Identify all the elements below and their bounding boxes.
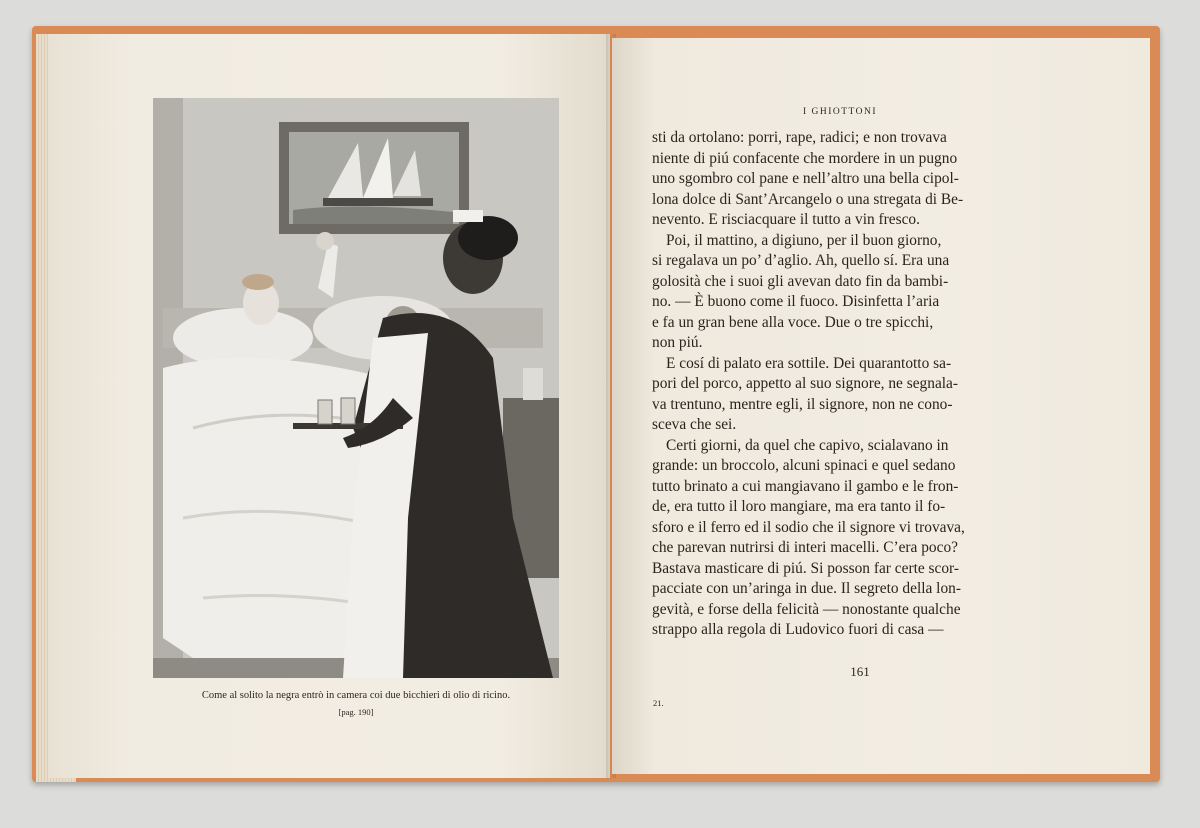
text-line: non piú. [652,334,703,351]
text-line: lona dolce di Sant’Arcangelo o una stregata di Be- [652,190,964,208]
text-line: E cosí di palato era sottile. Dei quarantotto sa- [666,354,952,372]
text-line: pori del porco, appetto al suo signore, ne segnala- [652,375,959,392]
text-line: Certi giorni, da quel che capivo, scialavano in [666,436,949,454]
illustration [153,98,559,678]
text-line: va trentuno, mentre egli, il signore, non ne cono- [652,395,953,413]
running-head: I GHIOTTONI [802,107,878,117]
signature-mark: 21. [653,698,664,708]
illustration-caption: Come al solito la negra entrò in camera coi due bicchieri di olio di ricino. [201,690,511,701]
body-text [652,128,1032,641]
caption-page-reference: [pag. 190] [338,707,374,717]
illustration-drawing [153,98,559,678]
text-line: sceva che sei. [652,416,737,433]
text-line: tutto brinato a cui mangiavano il gambo e le fron- [652,477,959,495]
text-line: grande: un broccolo, alcuni spinaci e quel sedano [652,457,956,474]
text-line: no. — È buono come il fuoco. Disinfetta l’aria [652,293,940,310]
text-line: sforo e il ferro ed il sodio che il signore vi trovava, [652,518,965,536]
text-line: pacciate con un’aringa in due. Il segreto della lon- [652,580,961,597]
text-line: Poi, il mattino, a digiuno, per il buon giorno, [666,231,942,249]
text-line: gevità, e forse della felicità — nonostante qualche [652,600,961,618]
text-line: si regalava un po’ d’aglio. Ah, quello sí. Era una [652,252,950,269]
text-line: che parevan nutrirsi di interi macelli. C’era poco? [652,539,958,556]
text-line: de, era tutto il loro mangiare, ma era tanto il fo- [652,498,946,515]
text-line: strappo alla regola di Ludovico fuori di casa — [652,621,944,638]
page-number: 161 [850,664,870,679]
text-line: golosità che i suoi gli avevan dato fin da bambi- [652,272,949,290]
text-line: nevento. E risciacquare il tutto a vin fresco. [652,211,920,228]
text-line: niente di piú confacente che mordere in un pugno [652,149,958,167]
text-line: uno sgombro col pane e nell’altro una bella cipol- [652,170,959,187]
text-line: sti da ortolano: porri, rape, radici; e non trovava [652,129,947,146]
text-line: Bastava masticare di piú. Si posson far certe scor- [652,559,959,577]
text-line: e fa un gran bene alla voce. Due o tre spicchi, [652,313,934,331]
